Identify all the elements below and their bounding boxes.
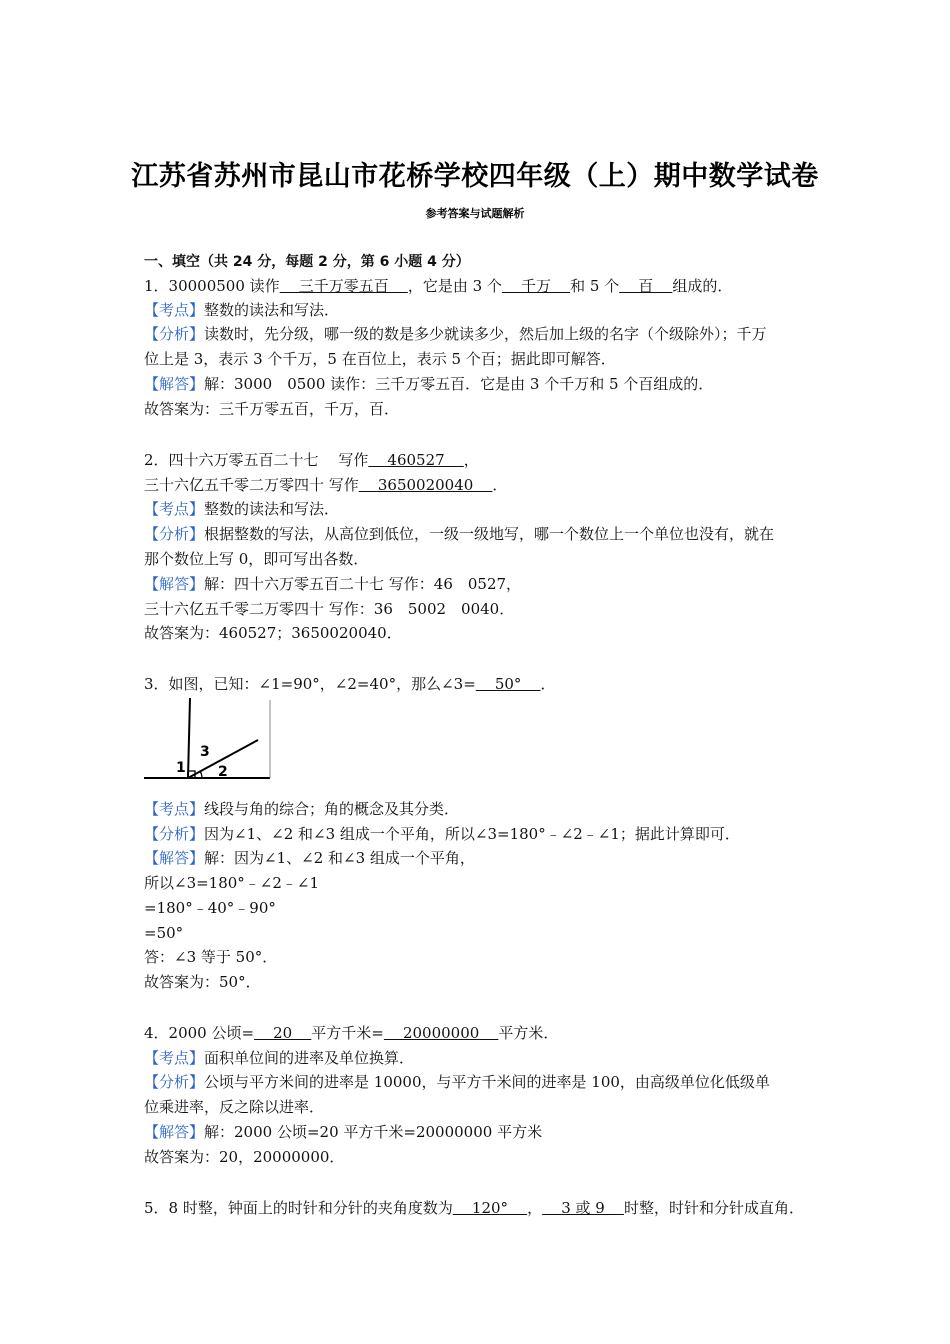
figure-label-2: 2 [218,764,228,780]
q3-fenxi-text: 因为∠1、∠2 和∠3 组成一个平角，所以∠3=180°﹣∠2﹣∠1；据此计算即可． [204,825,740,843]
q4-text-b: 平方千米= [311,1024,384,1042]
q2-question-2 [144,473,824,497]
q4-blank-1: 20 [254,1024,312,1042]
q4-blank-2: 20000000 [383,1024,499,1042]
q2-text-a: 2．四十六万零五百二十七 写作 [144,451,369,469]
q2-fenxi-text-1: 根据整数的写法，从高位到低位，一级一级地写，哪一个数位上一个单位也没有，就在 [204,525,775,543]
q1-text-c: 和 5 个 [570,277,620,295]
q3-jieda-text-1: 解：因为∠1、∠2 和∠3 组成一个平角， [204,849,475,867]
q4-fenxi-cont: 位乘进率，反之除以进率． [144,1098,325,1116]
q2-kaodian-text: 整数的读法和写法． [204,500,340,518]
jieda-tag: 【解答】 [144,849,205,867]
q1-jieda-text: 解：3000 0500 读作：三千万零五百．它是由 3 个千万和 5 个百组成的． [204,375,714,393]
q1-kaodian-text: 整数的读法和写法． [204,301,340,319]
kaodian-tag: 【考点】 [144,1049,205,1067]
q4-question [144,1021,824,1045]
q3-jieda-2: 所以∠3=180°﹣∠2﹣∠1 [144,874,320,892]
q5-text-a: 5．8 时整，钟面上的时针和分针的夹角度数为 [144,1199,453,1217]
jieda-tag: 【解答】 [144,375,205,393]
jieda-tag: 【解答】 [144,575,205,593]
q2-text-c: 三十六亿五千零二万零四十 写作 [144,476,359,494]
q1-kaodian [144,298,824,322]
q4-fenxi [144,1070,824,1094]
figure-label-1: 1 [176,760,186,776]
q2-answer: 故答案为：460527；3650020040． [144,624,402,642]
q3-jieda [144,846,824,870]
q1-blank-3: 百 [619,277,673,295]
q5-blank-2: 3 或 9 [542,1199,624,1217]
q2-jieda-cont: 三十六亿五千零二万零四十 写作：36 5002 0040． [144,600,515,618]
q3-question [144,672,824,696]
q3-jieda-3: =180°﹣40°﹣90° [144,899,276,917]
q2-jieda-text-1: 解：四十六万零五百二十七 写作：46 0527， [204,575,522,593]
q2-text-d: ． [492,476,508,494]
q5-blank-1: 120° [452,1199,528,1217]
q2-question-1 [144,448,824,472]
q1-text-a: 1．30000500 读作 [144,277,280,295]
q2-kaodian [144,497,824,521]
q1-fenxi-cont: 位上是 3，表示 3 个千万，5 在百位上，表示 5 个百；据此即可解答． [144,350,616,368]
figure-vertical-ray [188,698,190,778]
q1-blank-2: 千万 [501,277,571,295]
q5-question [144,1196,824,1220]
figure-angle2-arc [200,771,202,778]
kaodian-tag: 【考点】 [144,800,205,818]
fenxi-tag: 【分析】 [144,825,205,843]
q1-answer: 故答案为：三千万零五百，千万，百． [144,400,400,418]
q3-fenxi [144,822,824,846]
page-title: 江苏省苏州市昆山市花桥学校四年级（上）期中数学试卷 [131,161,819,192]
q5-text-b: ， [527,1199,543,1217]
q2-text-b: ， [463,451,479,469]
q3-jieda-5: 答：∠3 等于 50°． [144,948,278,966]
q3-answer: 故答案为：50°． [144,973,261,991]
q4-text-c: 平方米． [498,1024,559,1042]
q4-kaodian-text: 面积单位间的进率及单位换算． [204,1049,415,1067]
q5-text-c: 时整，时针和分针成直角． [623,1199,804,1217]
q3-kaodian [144,797,824,821]
jieda-tag: 【解答】 [144,1123,205,1141]
q3-kaodian-text: 线段与角的综合；角的概念及其分类． [204,800,460,818]
q4-jieda-text: 解：2000 公顷=20 平方千米=20000000 平方米 [204,1123,543,1141]
q4-fenxi-text-1: 公顷与平方米间的进率是 10000，与平方千米间的进率是 100，由高级单位化低级单 [204,1073,770,1091]
q4-jieda [144,1120,824,1144]
page-subtitle: 参考答案与试题解析 [425,207,525,220]
q1-blank-1: 三千万零五百 [279,277,408,295]
kaodian-tag: 【考点】 [144,301,205,319]
section-heading: 一、填空（共 24 分，每题 2 分，第 6 小题 4 分） [144,254,470,270]
q2-fenxi-cont: 那个数位上写 0，即可写出各数． [144,550,369,568]
kaodian-tag: 【考点】 [144,500,205,518]
fenxi-tag: 【分析】 [144,325,205,343]
fenxi-tag: 【分析】 [144,525,205,543]
q1-text-b: ，它是由 3 个 [407,277,502,295]
q3-jieda-4: =50° [144,924,184,942]
q1-jieda [144,372,824,396]
q2-blank-1: 460527 [368,451,464,469]
q3-blank-1: 50° [475,675,541,693]
q2-blank-2: 3650020040 [358,476,493,494]
q4-text-a: 4．2000 公顷= [144,1024,255,1042]
q2-jieda [144,572,824,596]
angle-figure [142,694,272,784]
q3-text-b: ． [540,675,556,693]
q4-answer: 故答案为：20，20000000． [144,1148,345,1166]
q1-question [144,274,824,298]
q1-fenxi-text-1: 读数时，先分级，哪一级的数是多少就读多少，然后加上级的名字（个级除外）；千万 [204,325,767,343]
q3-text-a: 3．如图，已知：∠1=90°，∠2=40°，那么∠3= [144,675,476,693]
q1-fenxi [144,322,824,346]
figure-label-3: 3 [200,744,210,760]
q4-kaodian [144,1046,824,1070]
q2-fenxi [144,522,824,546]
fenxi-tag: 【分析】 [144,1073,205,1091]
q1-text-d: 组成的． [672,277,733,295]
